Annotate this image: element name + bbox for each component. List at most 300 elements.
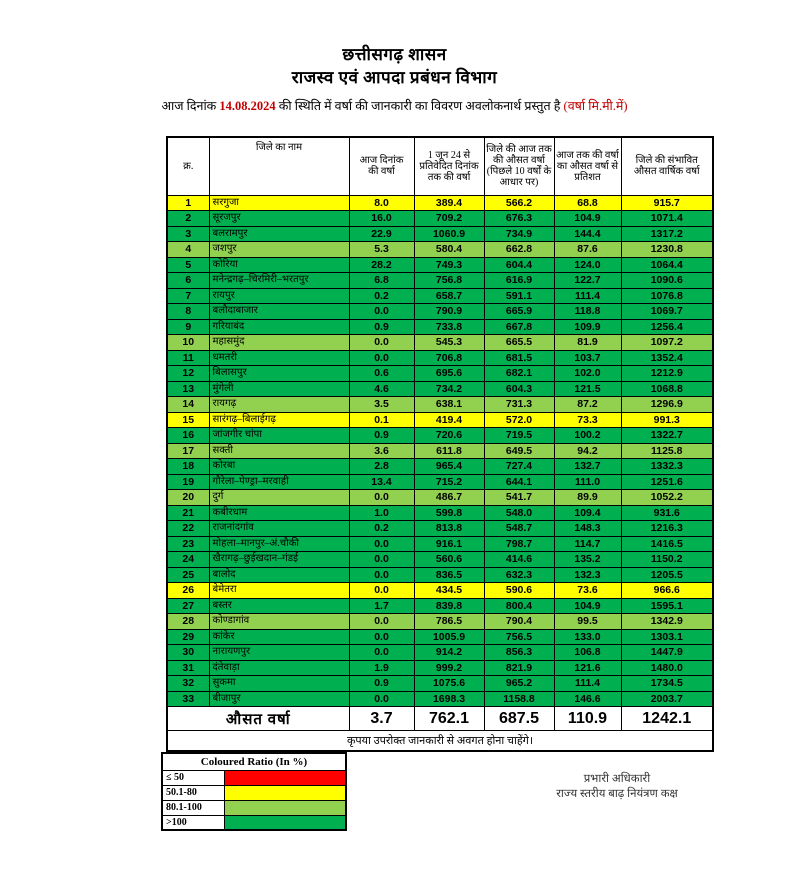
col-header-average: जिले की आज तक की औसत वर्षा (पिछले 10 वर्षों के आधार पर) [484, 137, 554, 195]
cell-serial: 23 [167, 536, 209, 552]
cell-today-rainfall: 16.0 [349, 211, 414, 227]
unit-note: (वर्षा मि.मी.में) [563, 99, 628, 113]
cell-season-rainfall: 715.2 [414, 474, 484, 490]
cell-serial: 12 [167, 366, 209, 382]
legend-title: Coloured Ratio (In %) [162, 753, 346, 770]
cell-district: बालोद [209, 567, 349, 583]
cell-serial: 16 [167, 428, 209, 444]
cell-district: राजनांदगांव [209, 521, 349, 537]
legend-title-row [162, 753, 346, 770]
cell-today-rainfall: 0.0 [349, 567, 414, 583]
cell-annual-rainfall: 1447.9 [621, 645, 713, 661]
table-row [167, 381, 713, 397]
cell-average-rainfall: 856.3 [484, 645, 554, 661]
cell-percent: 114.7 [554, 536, 621, 552]
cell-annual-rainfall: 1071.4 [621, 211, 713, 227]
cell-annual-rainfall: 1303.1 [621, 629, 713, 645]
cell-annual-rainfall: 1734.5 [621, 676, 713, 692]
cell-season-rainfall: 914.2 [414, 645, 484, 661]
cell-district: मनेन्द्रगढ़–चिरमिरी–भरतपुर [209, 273, 349, 289]
cell-serial: 29 [167, 629, 209, 645]
cell-season-rainfall: 419.4 [414, 412, 484, 428]
cell-percent: 89.9 [554, 490, 621, 506]
col-header-percent: आज तक की वर्षा का औसत वर्षा से प्रतिशत [554, 137, 621, 195]
cell-average-rainfall: 649.5 [484, 443, 554, 459]
cell-serial: 28 [167, 614, 209, 630]
cell-average-rainfall: 665.5 [484, 335, 554, 351]
cell-district: गौरेला–पेण्ड्रा–मरवाही [209, 474, 349, 490]
cell-annual-rainfall: 1332.3 [621, 459, 713, 475]
cell-season-rainfall: 1005.9 [414, 629, 484, 645]
signature-block [492, 772, 742, 802]
cell-season-rainfall: 486.7 [414, 490, 484, 506]
cell-district: कोरबा [209, 459, 349, 475]
cell-today-rainfall: 0.9 [349, 676, 414, 692]
cell-district: नारायणपुर [209, 645, 349, 661]
cell-season-rainfall: 1698.3 [414, 691, 484, 707]
cell-today-rainfall: 0.1 [349, 412, 414, 428]
cell-season-rainfall: 545.3 [414, 335, 484, 351]
cell-percent: 124.0 [554, 257, 621, 273]
table-row [167, 629, 713, 645]
cell-today-rainfall: 2.8 [349, 459, 414, 475]
cell-today-rainfall: 22.9 [349, 226, 414, 242]
cell-percent: 133.0 [554, 629, 621, 645]
cell-annual-rainfall: 1064.4 [621, 257, 713, 273]
cell-percent: 109.4 [554, 505, 621, 521]
table-row [167, 428, 713, 444]
cell-district: सक्ती [209, 443, 349, 459]
cell-today-rainfall: 1.0 [349, 505, 414, 521]
signature-designation: प्रभारी अधिकारी [583, 773, 651, 785]
cell-serial: 3 [167, 226, 209, 242]
total-row [167, 707, 713, 731]
cell-district: सरगुजा [209, 195, 349, 211]
cell-annual-rainfall: 1097.2 [621, 335, 713, 351]
cell-serial: 19 [167, 474, 209, 490]
legend-range-label: 80.1-100 [162, 800, 224, 815]
cell-average-rainfall: 731.3 [484, 397, 554, 413]
cell-percent: 132.7 [554, 459, 621, 475]
table-row [167, 443, 713, 459]
govt-title: छत्तीसगढ़ शासन [342, 45, 447, 64]
cell-annual-rainfall: 1296.9 [621, 397, 713, 413]
total-label: औसत वर्षा [167, 707, 349, 731]
cell-season-rainfall: 733.8 [414, 319, 484, 335]
cell-average-rainfall: 734.9 [484, 226, 554, 242]
cell-average-rainfall: 1158.8 [484, 691, 554, 707]
cell-serial: 21 [167, 505, 209, 521]
cell-percent: 121.5 [554, 381, 621, 397]
cell-annual-rainfall: 1416.5 [621, 536, 713, 552]
cell-serial: 7 [167, 288, 209, 304]
cell-today-rainfall: 0.0 [349, 536, 414, 552]
table-row [167, 536, 713, 552]
col-header-annual: जिले की संभावित औसत वार्षिक वर्षा [621, 137, 713, 195]
table-row [167, 257, 713, 273]
cell-average-rainfall: 414.6 [484, 552, 554, 568]
cell-season-rainfall: 839.8 [414, 598, 484, 614]
cell-district: बीजापुर [209, 691, 349, 707]
cell-serial: 9 [167, 319, 209, 335]
cell-annual-rainfall: 1090.6 [621, 273, 713, 289]
cell-season-rainfall: 580.4 [414, 242, 484, 258]
cell-serial: 20 [167, 490, 209, 506]
cell-season-rainfall: 813.8 [414, 521, 484, 537]
cell-average-rainfall: 790.4 [484, 614, 554, 630]
cell-average-rainfall: 548.0 [484, 505, 554, 521]
cell-district: गरियाबंद [209, 319, 349, 335]
cell-district: कांकेर [209, 629, 349, 645]
cell-today-rainfall: 0.0 [349, 304, 414, 320]
cell-today-rainfall: 0.9 [349, 428, 414, 444]
legend-color-swatch [224, 785, 346, 800]
cell-percent: 148.3 [554, 521, 621, 537]
cell-season-rainfall: 1075.6 [414, 676, 484, 692]
cell-season-rainfall: 1060.9 [414, 226, 484, 242]
cell-district: कोरिया [209, 257, 349, 273]
cell-today-rainfall: 0.9 [349, 319, 414, 335]
cell-annual-rainfall: 1251.6 [621, 474, 713, 490]
cell-district: बलौदाबाजार [209, 304, 349, 320]
cell-season-rainfall: 790.9 [414, 304, 484, 320]
cell-today-rainfall: 4.6 [349, 381, 414, 397]
cell-percent: 118.8 [554, 304, 621, 320]
subline-prefix: आज दिनांक [161, 99, 217, 113]
table-row [167, 505, 713, 521]
cell-serial: 10 [167, 335, 209, 351]
cell-serial: 2 [167, 211, 209, 227]
table-row [167, 490, 713, 506]
cell-season-rainfall: 756.8 [414, 273, 484, 289]
subline-suffix: की स्थिति में वर्षा की जानकारी का विवरण अवलोकनार्थ प्रस्तुत है [278, 99, 561, 113]
cell-season-rainfall: 560.6 [414, 552, 484, 568]
total-average-rainfall: 687.5 [484, 707, 554, 731]
cell-today-rainfall: 0.0 [349, 490, 414, 506]
cell-serial: 11 [167, 350, 209, 366]
table-row [167, 691, 713, 707]
total-percent: 110.9 [554, 707, 621, 731]
cell-today-rainfall: 3.5 [349, 397, 414, 413]
cell-today-rainfall: 0.2 [349, 521, 414, 537]
cell-percent: 94.2 [554, 443, 621, 459]
cell-district: दंतेवाड़ा [209, 660, 349, 676]
cell-district: मुंगेली [209, 381, 349, 397]
cell-serial: 24 [167, 552, 209, 568]
cell-average-rainfall: 756.5 [484, 629, 554, 645]
cell-annual-rainfall: 1317.2 [621, 226, 713, 242]
cell-percent: 132.3 [554, 567, 621, 583]
cell-today-rainfall: 1.7 [349, 598, 414, 614]
total-today-rainfall: 3.7 [349, 707, 414, 731]
cell-season-rainfall: 709.2 [414, 211, 484, 227]
cell-today-rainfall: 28.2 [349, 257, 414, 273]
cell-percent: 109.9 [554, 319, 621, 335]
rainfall-table-container [166, 136, 714, 752]
table-row [167, 660, 713, 676]
cell-annual-rainfall: 966.6 [621, 583, 713, 599]
cell-today-rainfall: 0.0 [349, 614, 414, 630]
col-header-serial: क्र. [167, 137, 209, 195]
cell-average-rainfall: 965.2 [484, 676, 554, 692]
cell-district: धमतरी [209, 350, 349, 366]
cell-today-rainfall: 13.4 [349, 474, 414, 490]
legend-body [162, 770, 346, 830]
cell-percent: 103.7 [554, 350, 621, 366]
cell-percent: 104.9 [554, 211, 621, 227]
cell-serial: 25 [167, 567, 209, 583]
cell-today-rainfall: 5.3 [349, 242, 414, 258]
department-title: राजस्व एवं आपदा प्रबंधन विभाग [291, 68, 498, 87]
table-row [167, 350, 713, 366]
table-row [167, 676, 713, 692]
cell-percent: 144.4 [554, 226, 621, 242]
cell-percent: 73.6 [554, 583, 621, 599]
table-row [167, 598, 713, 614]
report-date: 14.08.2024 [219, 99, 276, 113]
cell-season-rainfall: 786.5 [414, 614, 484, 630]
col-header-district: जिले का नाम [209, 137, 349, 195]
cell-annual-rainfall: 1480.0 [621, 660, 713, 676]
cell-average-rainfall: 572.0 [484, 412, 554, 428]
cell-percent: 106.8 [554, 645, 621, 661]
legend-row [162, 785, 346, 800]
cell-annual-rainfall: 1068.8 [621, 381, 713, 397]
cell-serial: 8 [167, 304, 209, 320]
table-row [167, 195, 713, 211]
table-row [167, 645, 713, 661]
table-header [167, 137, 713, 195]
cell-annual-rainfall: 1069.7 [621, 304, 713, 320]
signature-office: राज्य स्तरीय बाढ़ नियंत्रण कक्ष [556, 788, 678, 800]
cell-annual-rainfall: 1342.9 [621, 614, 713, 630]
cell-average-rainfall: 604.4 [484, 257, 554, 273]
cell-annual-rainfall: 991.3 [621, 412, 713, 428]
cell-serial: 30 [167, 645, 209, 661]
cell-annual-rainfall: 1125.8 [621, 443, 713, 459]
cell-district: महासमुंद [209, 335, 349, 351]
cell-average-rainfall: 616.9 [484, 273, 554, 289]
note-row [167, 731, 713, 751]
cell-season-rainfall: 658.7 [414, 288, 484, 304]
cell-percent: 99.5 [554, 614, 621, 630]
cell-percent: 87.2 [554, 397, 621, 413]
legend-color-swatch [224, 770, 346, 785]
cell-percent: 111.4 [554, 288, 621, 304]
cell-average-rainfall: 667.8 [484, 319, 554, 335]
cell-today-rainfall: 0.0 [349, 645, 414, 661]
cell-today-rainfall: 0.2 [349, 288, 414, 304]
cell-annual-rainfall: 1230.8 [621, 242, 713, 258]
table-row [167, 366, 713, 382]
cell-season-rainfall: 611.8 [414, 443, 484, 459]
header-row [167, 137, 713, 195]
cell-season-rainfall: 638.1 [414, 397, 484, 413]
cell-percent: 122.7 [554, 273, 621, 289]
table-row [167, 273, 713, 289]
cell-annual-rainfall: 1256.4 [621, 319, 713, 335]
cell-today-rainfall: 1.9 [349, 660, 414, 676]
cell-annual-rainfall: 1205.5 [621, 567, 713, 583]
cell-serial: 1 [167, 195, 209, 211]
cell-district: बिलासपुर [209, 366, 349, 382]
cell-percent: 104.9 [554, 598, 621, 614]
cell-annual-rainfall: 1212.9 [621, 366, 713, 382]
total-annual-rainfall: 1242.1 [621, 707, 713, 731]
cell-percent: 135.2 [554, 552, 621, 568]
cell-today-rainfall: 8.0 [349, 195, 414, 211]
cell-percent: 111.0 [554, 474, 621, 490]
table-row [167, 567, 713, 583]
legend-color-swatch [224, 815, 346, 830]
cell-district: खैरागढ़–छुईखदान–गंडई [209, 552, 349, 568]
cell-serial: 14 [167, 397, 209, 413]
cell-average-rainfall: 541.7 [484, 490, 554, 506]
cell-percent: 81.9 [554, 335, 621, 351]
col-header-today: आज दिनांक की वर्षा [349, 137, 414, 195]
cell-serial: 18 [167, 459, 209, 475]
cell-average-rainfall: 681.5 [484, 350, 554, 366]
cell-average-rainfall: 798.7 [484, 536, 554, 552]
cell-today-rainfall: 0.0 [349, 583, 414, 599]
table-row [167, 242, 713, 258]
cell-serial: 33 [167, 691, 209, 707]
cell-percent: 121.6 [554, 660, 621, 676]
rainfall-table [166, 136, 714, 752]
cell-average-rainfall: 591.1 [484, 288, 554, 304]
cell-district: सुकमा [209, 676, 349, 692]
legend-color-swatch [224, 800, 346, 815]
cell-serial: 26 [167, 583, 209, 599]
table-body [167, 195, 713, 751]
table-row [167, 397, 713, 413]
table-row [167, 335, 713, 351]
cell-annual-rainfall: 1352.4 [621, 350, 713, 366]
cell-annual-rainfall: 1322.7 [621, 428, 713, 444]
cell-district: सूरजपुर [209, 211, 349, 227]
cell-annual-rainfall: 1076.8 [621, 288, 713, 304]
cell-average-rainfall: 719.5 [484, 428, 554, 444]
cell-percent: 111.4 [554, 676, 621, 692]
cell-district: कोण्डागांव [209, 614, 349, 630]
cell-annual-rainfall: 1595.1 [621, 598, 713, 614]
cell-serial: 13 [167, 381, 209, 397]
table-note: कृपया उपरोक्त जानकारी से अवगत होना चाहेंगे। [167, 731, 713, 751]
cell-district: सारंगढ़–बिलाईगढ़ [209, 412, 349, 428]
cell-season-rainfall: 916.1 [414, 536, 484, 552]
cell-season-rainfall: 965.4 [414, 459, 484, 475]
table-row [167, 288, 713, 304]
cell-serial: 5 [167, 257, 209, 273]
cell-season-rainfall: 706.8 [414, 350, 484, 366]
cell-serial: 17 [167, 443, 209, 459]
cell-average-rainfall: 590.6 [484, 583, 554, 599]
cell-percent: 68.8 [554, 195, 621, 211]
cell-annual-rainfall: 915.7 [621, 195, 713, 211]
cell-serial: 6 [167, 273, 209, 289]
cell-season-rainfall: 599.8 [414, 505, 484, 521]
legend-range-label: 50.1-80 [162, 785, 224, 800]
cell-percent: 100.2 [554, 428, 621, 444]
cell-serial: 32 [167, 676, 209, 692]
report-subline [0, 96, 789, 116]
table-row [167, 474, 713, 490]
cell-season-rainfall: 999.2 [414, 660, 484, 676]
cell-district: बेमेतरा [209, 583, 349, 599]
cell-serial: 15 [167, 412, 209, 428]
cell-average-rainfall: 604.3 [484, 381, 554, 397]
cell-serial: 4 [167, 242, 209, 258]
cell-serial: 22 [167, 521, 209, 537]
cell-annual-rainfall: 931.6 [621, 505, 713, 521]
cell-average-rainfall: 632.3 [484, 567, 554, 583]
col-header-season: 1 जून 24 से प्रतिवेदित दिनांक तक की वर्षा [414, 137, 484, 195]
legend-row [162, 800, 346, 815]
cell-average-rainfall: 566.2 [484, 195, 554, 211]
cell-average-rainfall: 682.1 [484, 366, 554, 382]
cell-annual-rainfall: 1052.2 [621, 490, 713, 506]
cell-season-rainfall: 749.3 [414, 257, 484, 273]
cell-district: जशपुर [209, 242, 349, 258]
legend-range-label: >100 [162, 815, 224, 830]
cell-season-rainfall: 836.5 [414, 567, 484, 583]
cell-annual-rainfall: 1150.2 [621, 552, 713, 568]
cell-percent: 73.3 [554, 412, 621, 428]
cell-average-rainfall: 727.4 [484, 459, 554, 475]
table-row [167, 211, 713, 227]
cell-serial: 31 [167, 660, 209, 676]
cell-today-rainfall: 3.6 [349, 443, 414, 459]
cell-district: जांजगीर चांपा [209, 428, 349, 444]
cell-district: बलरामपुर [209, 226, 349, 242]
cell-district: दुर्ग [209, 490, 349, 506]
cell-average-rainfall: 548.7 [484, 521, 554, 537]
legend-range-label: ≤ 50 [162, 770, 224, 785]
table-row [167, 459, 713, 475]
cell-percent: 102.0 [554, 366, 621, 382]
cell-district: रायपुर [209, 288, 349, 304]
cell-annual-rainfall: 2003.7 [621, 691, 713, 707]
cell-today-rainfall: 0.0 [349, 691, 414, 707]
cell-average-rainfall: 644.1 [484, 474, 554, 490]
cell-percent: 146.6 [554, 691, 621, 707]
table-row [167, 319, 713, 335]
cell-today-rainfall: 0.0 [349, 629, 414, 645]
cell-serial: 27 [167, 598, 209, 614]
cell-today-rainfall: 0.0 [349, 335, 414, 351]
table-row [167, 552, 713, 568]
table-row [167, 226, 713, 242]
cell-today-rainfall: 0.0 [349, 350, 414, 366]
cell-today-rainfall: 0.6 [349, 366, 414, 382]
cell-average-rainfall: 662.8 [484, 242, 554, 258]
table-row [167, 521, 713, 537]
table-row [167, 304, 713, 320]
cell-today-rainfall: 6.8 [349, 273, 414, 289]
cell-season-rainfall: 695.6 [414, 366, 484, 382]
cell-season-rainfall: 734.2 [414, 381, 484, 397]
legend-table [161, 752, 347, 831]
cell-district: कबीरधाम [209, 505, 349, 521]
cell-average-rainfall: 821.9 [484, 660, 554, 676]
table-row [167, 583, 713, 599]
cell-average-rainfall: 665.9 [484, 304, 554, 320]
cell-percent: 87.6 [554, 242, 621, 258]
legend-row [162, 815, 346, 830]
cell-average-rainfall: 800.4 [484, 598, 554, 614]
total-season-rainfall: 762.1 [414, 707, 484, 731]
cell-annual-rainfall: 1216.3 [621, 521, 713, 537]
